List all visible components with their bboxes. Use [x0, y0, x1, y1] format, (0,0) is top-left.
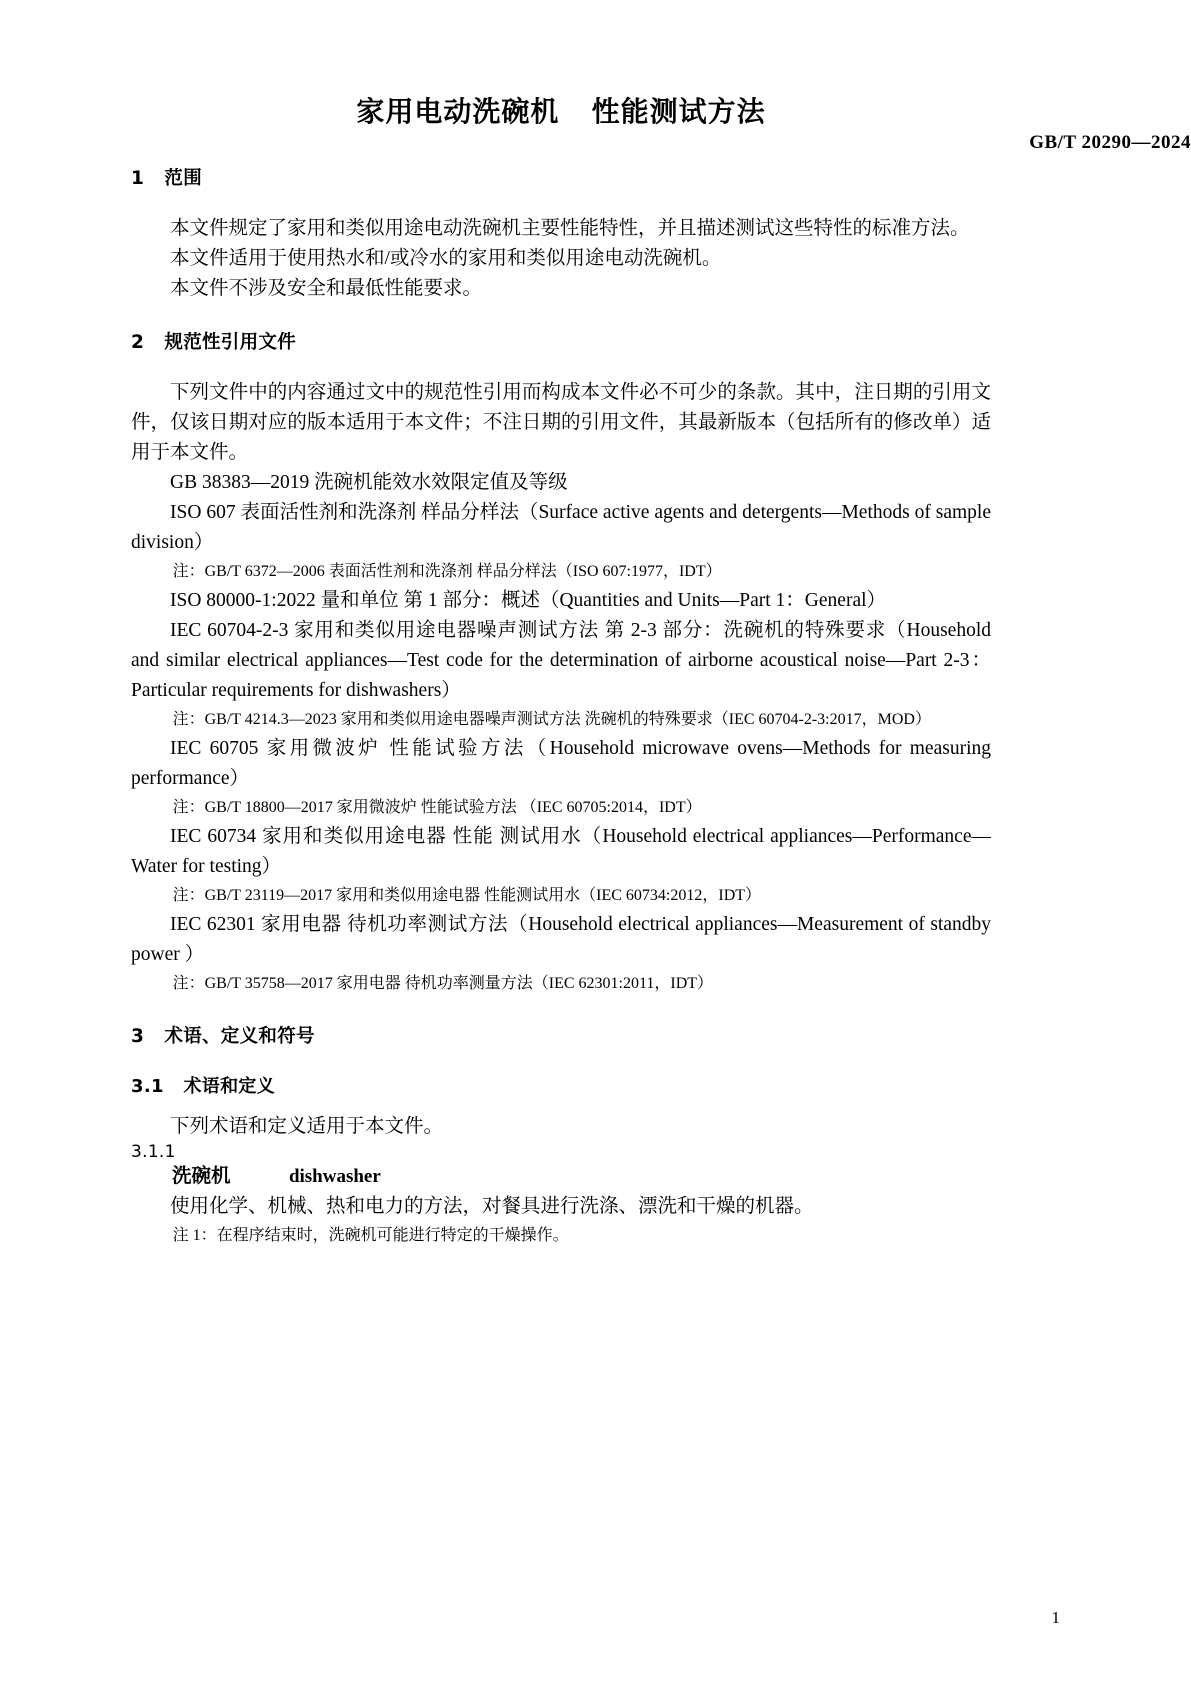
term-entry: [131, 1162, 991, 1192]
term-cn: 洗碗机: [171, 1166, 231, 1187]
term-definition: 使用化学、机械、热和电力的方法，对餐具进行洗涤、漂洗和干燥的机器。: [170, 1196, 814, 1217]
reference-note: 注：GB/T 4214.3—2023 家用和类似用途电器噪声测试方法 洗碗机的特殊要求（IEC 60704-2-3:2017，MOD）: [172, 711, 931, 728]
term-note: 注 1：在程序结束时，洗碗机可能进行特定的干燥操作。: [172, 1227, 569, 1244]
clause-1-heading: 1 范围: [131, 168, 202, 189]
reference-note: 注：GB/T 6372—2006 表面活性剂和洗涤剂 样品分样法（ISO 607:1977，IDT）: [172, 563, 722, 580]
reference-item: IEC 60734 家用和类似用途电器 性能 测试用水（Household electrical appliances—Performance—Water for testing）: [131, 826, 991, 877]
term-number: 3.1.1: [131, 1142, 176, 1162]
reference-note: 注：GB/T 23119—2017 家用和类似用途电器 性能测试用水（IEC 60734:2012，IDT）: [172, 887, 762, 904]
page-content: [131, 0, 991, 1250]
clause-1-paragraph-2: 本文件适用于使用热水和/或冷水的家用和类似用途电动洗碗机。: [170, 248, 722, 269]
clause-1-paragraph-1: 本文件规定了家用和类似用途电动洗碗机主要性能特性，并且描述测试这些特性的标准方法。: [170, 218, 970, 239]
clause-2-heading: 2 规范性引用文件: [131, 332, 296, 353]
term-en: dishwasher: [288, 1166, 381, 1187]
clause-2-intro: 下列文件中的内容通过文中的规范性引用而构成本文件必不可少的条款。其中，注日期的引用文件，仅该日期对应的版本适用于本文件；不注日期的引用文件，其最新版本（包括所有的修改单）适用于本文件。: [131, 382, 991, 463]
standard-number: GB/T 20290—2024: [1029, 132, 1191, 153]
clause-3-1-heading: 3.1 术语和定义: [131, 1076, 275, 1097]
reference-item: IEC 60704-2-3 家用和类似用途电器噪声测试方法 第 2-3 部分：洗碗机的特殊要求（Household and similar electrical appliances—Test code for the determination of airborne acoustical noise—Part 2-3：Particular requirements for dishwashers）: [131, 620, 991, 701]
reference-item: ISO 80000-1:2022 量和单位 第 1 部分：概述（Quantities and Units—Part 1：General）: [170, 590, 887, 611]
document-title: 家用电动洗碗机 性能测试方法: [356, 95, 766, 128]
reference-item: ISO 607 表面活性剂和洗涤剂 样品分样法（Surface active agents and detergents—Methods of sample division）: [131, 502, 991, 553]
clause-3-1-intro: 下列术语和定义适用于本文件。: [170, 1116, 444, 1137]
clause-3-heading: 3 术语、定义和符号: [131, 1026, 315, 1047]
reference-note: 注：GB/T 18800—2017 家用微波炉 性能试验方法 （IEC 60705:2014，IDT）: [172, 799, 702, 816]
reference-item: IEC 60705 家用微波炉 性能试验方法（Household microwave ovens—Methods for measuring performance）: [131, 738, 991, 789]
reference-item: GB 38383—2019 洗碗机能效水效限定值及等级: [170, 472, 568, 493]
page-number: 1: [1051, 1608, 1060, 1627]
reference-item: IEC 62301 家用电器 待机功率测试方法（Household electrical appliances—Measurement of standby power ）: [131, 914, 991, 965]
reference-note: 注：GB/T 35758—2017 家用电器 待机功率测量方法（IEC 62301:2011，IDT）: [172, 975, 714, 992]
clause-1-paragraph-3: 本文件不涉及安全和最低性能要求。: [170, 278, 483, 299]
